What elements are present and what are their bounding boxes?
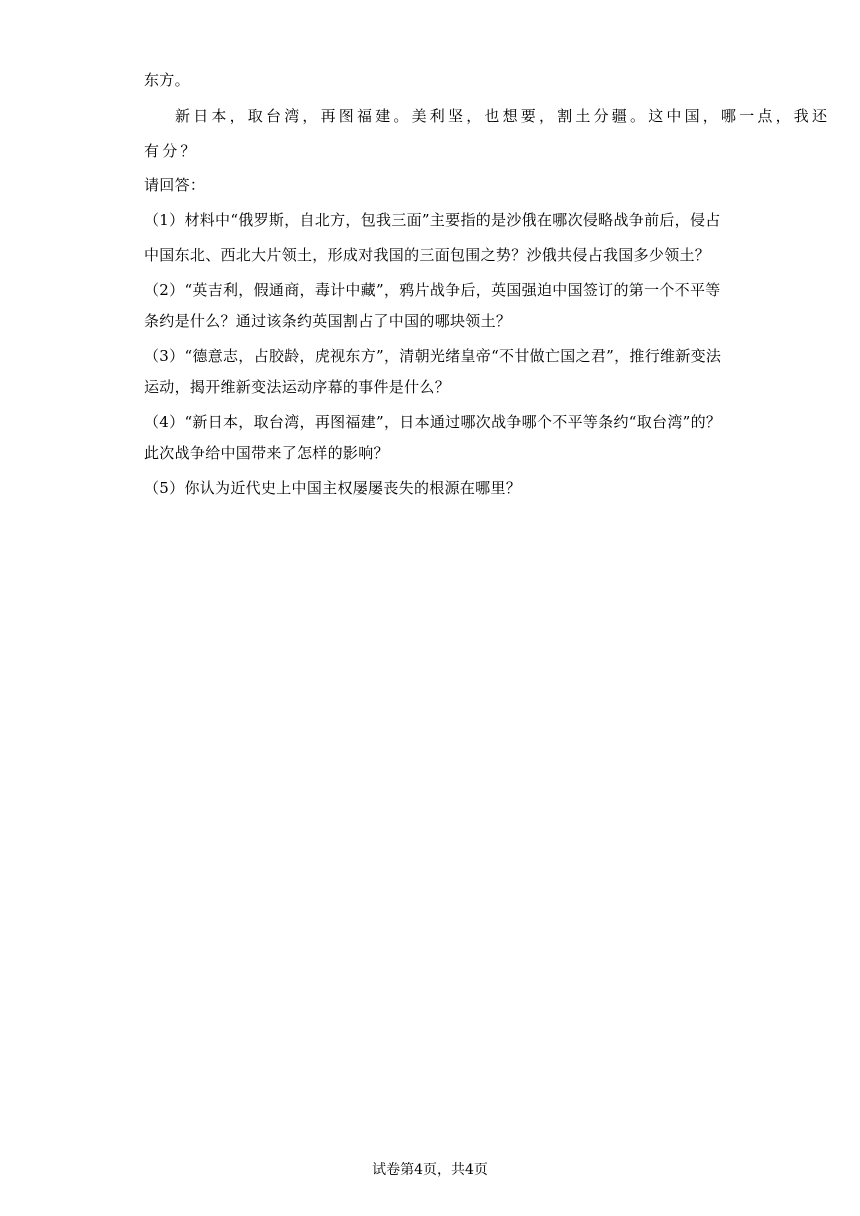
page-footer: 试卷第4页，共4页 <box>372 1162 488 1178</box>
material-line-2: 新日本，取台湾，再图福建。美利坚，也想要，割土分疆。这中国，哪一点，我还 <box>175 107 831 125</box>
question-4-line-2: 此次战争给中国带来了怎样的影响？ <box>144 444 389 462</box>
question-5-line-1: （5）你认为近代史上中国主权屡屡丧失的根源在哪里？ <box>144 479 522 497</box>
question-3-line-1: （3）“德意志，占胶龄，虎视东方”，清朝光绪皇帝“不甘做亡国之君”，推行维新变法 <box>144 347 722 365</box>
question-2-line-2: 条约是什么？通过该条约英国割占了中国的哪块领土？ <box>144 312 512 330</box>
question-3-line-2: 运动，揭开维新变法运动序幕的事件是什么？ <box>144 378 451 396</box>
material-line-3: 有分？ <box>144 142 199 160</box>
answer-prompt: 请回答： <box>144 176 206 194</box>
question-1-line-2: 中国东北、西北大片领土，形成对我国的三面包围之势？沙俄共侵占我国多少领土？ <box>144 246 711 264</box>
question-2-line-1: （2）“英吉利，假通商，毒计中藏”，鸦片战争后，英国强迫中国签订的第一个不平等 <box>144 281 721 299</box>
material-line-1: 东方。 <box>144 71 190 89</box>
question-4-line-1: （4）“新日本，取台湾，再图福建”，日本通过哪次战争哪个不平等条约“取台湾”的？ <box>144 413 722 431</box>
question-1-line-1: （1）材料中“俄罗斯，自北方，包我三面”主要指的是沙俄在哪次侵略战争前后，侵占 <box>144 211 721 229</box>
